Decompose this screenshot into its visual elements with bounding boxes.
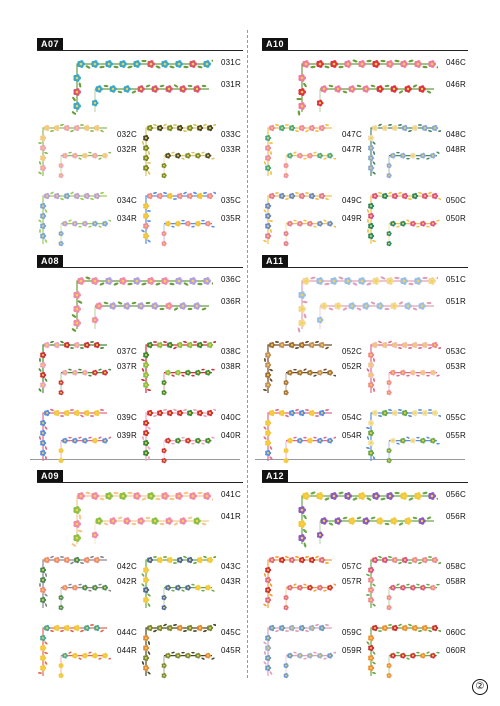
design-code-repeat: 056R <box>446 512 466 521</box>
design-code-corner: 037C <box>117 347 137 356</box>
border-ornament-icon <box>365 122 441 180</box>
section-a08 <box>37 255 243 465</box>
border-ornament-icon <box>37 190 111 248</box>
border-design-tile <box>140 622 216 680</box>
design-code-repeat: 032R <box>117 145 137 154</box>
design-code-corner: 046C <box>446 58 466 67</box>
border-design-tile <box>140 554 216 612</box>
border-ornament-icon <box>262 622 336 680</box>
design-code-corner: 049C <box>342 196 362 205</box>
section-header <box>37 38 243 51</box>
border-ornament-icon <box>140 407 216 465</box>
design-code-corner: 057C <box>342 562 362 571</box>
border-ornament-icon <box>292 488 438 548</box>
design-code-corner: 044C <box>117 628 137 637</box>
design-code-corner: 056C <box>446 490 466 499</box>
design-code-repeat: 034R <box>117 214 137 223</box>
design-code-corner: 050C <box>446 196 466 205</box>
design-code-repeat: 033R <box>221 145 241 154</box>
border-design-tile <box>140 407 216 465</box>
design-code-repeat: 054R <box>342 431 362 440</box>
border-ornament-icon <box>140 554 216 612</box>
section-header <box>37 255 243 268</box>
border-ornament-icon <box>37 407 111 465</box>
border-ornament-icon <box>67 488 213 548</box>
design-code-corner: 047C <box>342 130 362 139</box>
section-badge: A09 <box>37 470 63 482</box>
border-ornament-icon <box>140 622 216 680</box>
design-code-repeat: 045R <box>221 646 241 655</box>
border-ornament-icon <box>67 56 213 116</box>
design-code-repeat: 053R <box>446 362 466 371</box>
border-design-tile <box>140 190 216 248</box>
design-code-corner: 031C <box>221 58 241 67</box>
design-code-corner: 055C <box>446 413 466 422</box>
design-code-corner: 032C <box>117 130 137 139</box>
border-design-tile <box>37 622 111 680</box>
design-code-repeat: 048R <box>446 145 466 154</box>
border-ornament-icon <box>140 339 216 397</box>
design-code-corner: 054C <box>342 413 362 422</box>
section-a10 <box>262 38 468 248</box>
border-design-tile <box>262 190 336 248</box>
design-code-repeat: 046R <box>446 80 466 89</box>
design-code-corner: 045C <box>221 628 241 637</box>
section-badge: A07 <box>37 38 63 50</box>
border-ornament-icon <box>262 554 336 612</box>
border-design-tile <box>365 339 441 397</box>
design-code-corner: 034C <box>117 196 137 205</box>
border-ornament-icon <box>365 190 441 248</box>
design-code-repeat: 038R <box>221 362 241 371</box>
design-code-corner: 043C <box>221 562 241 571</box>
border-design-tile <box>262 554 336 612</box>
section-a07 <box>37 38 243 248</box>
design-code-repeat: 047R <box>342 145 362 154</box>
border-design-tile <box>37 122 111 180</box>
border-design-tile <box>140 339 216 397</box>
border-ornament-icon <box>67 273 213 333</box>
border-design-tile <box>292 56 438 116</box>
design-code-corner: 036C <box>221 275 241 284</box>
border-ornament-icon <box>262 407 336 465</box>
design-code-repeat: 037R <box>117 362 137 371</box>
design-code-repeat: 039R <box>117 431 137 440</box>
design-code-corner: 051C <box>446 275 466 284</box>
design-code-repeat: 059R <box>342 646 362 655</box>
design-code-repeat: 041R <box>221 512 241 521</box>
border-ornament-icon <box>262 339 336 397</box>
border-ornament-icon <box>37 339 111 397</box>
design-code-corner: 035C <box>221 196 241 205</box>
section-a11 <box>262 255 468 465</box>
section-badge: A11 <box>262 255 288 267</box>
design-code-repeat: 050R <box>446 214 466 223</box>
border-ornament-icon <box>365 407 441 465</box>
border-design-tile <box>365 554 441 612</box>
design-code-repeat: 049R <box>342 214 362 223</box>
border-ornament-icon <box>365 622 441 680</box>
border-ornament-icon <box>37 622 111 680</box>
border-design-tile <box>262 339 336 397</box>
section-badge: A12 <box>262 470 288 482</box>
border-design-tile <box>37 190 111 248</box>
design-code-repeat: 036R <box>221 297 241 306</box>
design-code-repeat: 040R <box>221 431 241 440</box>
design-code-corner: 042C <box>117 562 137 571</box>
design-code-corner: 048C <box>446 130 466 139</box>
section-badge: A08 <box>37 255 63 267</box>
design-code-repeat: 060R <box>446 646 466 655</box>
section-header <box>262 470 468 483</box>
border-design-tile <box>67 273 213 333</box>
border-ornament-icon <box>262 122 336 180</box>
design-code-corner: 041C <box>221 490 241 499</box>
design-code-repeat: 057R <box>342 577 362 586</box>
section-badge: A10 <box>262 38 288 50</box>
border-design-tile <box>262 407 336 465</box>
border-design-tile <box>140 122 216 180</box>
design-code-repeat: 043R <box>221 577 241 586</box>
design-code-repeat: 044R <box>117 646 137 655</box>
section-header <box>262 255 468 268</box>
border-ornament-icon <box>365 554 441 612</box>
design-code-repeat: 042R <box>117 577 137 586</box>
design-code-corner: 058C <box>446 562 466 571</box>
border-ornament-icon <box>37 122 111 180</box>
design-code-repeat: 035R <box>221 214 241 223</box>
border-ornament-icon <box>140 190 216 248</box>
design-code-corner: 039C <box>117 413 137 422</box>
design-code-corner: 060C <box>446 628 466 637</box>
design-code-corner: 053C <box>446 347 466 356</box>
border-ornament-icon <box>365 339 441 397</box>
border-design-tile <box>292 488 438 548</box>
border-design-tile <box>365 122 441 180</box>
section-header <box>37 470 243 483</box>
border-design-tile <box>37 339 111 397</box>
design-code-repeat: 058R <box>446 577 466 586</box>
design-code-repeat: 031R <box>221 80 241 89</box>
design-code-corner: 038C <box>221 347 241 356</box>
border-design-tile <box>365 622 441 680</box>
design-code-repeat: 055R <box>446 431 466 440</box>
border-design-tile <box>292 273 438 333</box>
border-design-tile <box>262 122 336 180</box>
section-a12 <box>262 470 468 680</box>
design-code-corner: 052C <box>342 347 362 356</box>
border-design-tile <box>67 488 213 548</box>
design-code-corner: 033C <box>221 130 241 139</box>
design-code-corner: 040C <box>221 413 241 422</box>
border-design-tile <box>37 407 111 465</box>
border-design-tile <box>37 554 111 612</box>
border-design-tile <box>365 407 441 465</box>
border-ornament-icon <box>292 273 438 333</box>
page-number: ② <box>472 679 488 695</box>
section-header <box>262 38 468 51</box>
section-a09 <box>37 470 243 680</box>
design-code-repeat: 052R <box>342 362 362 371</box>
border-ornament-icon <box>140 122 216 180</box>
column-divider <box>247 30 248 678</box>
border-ornament-icon <box>37 554 111 612</box>
border-design-tile <box>365 190 441 248</box>
design-code-corner: 059C <box>342 628 362 637</box>
border-ornament-icon <box>262 190 336 248</box>
border-design-tile <box>262 622 336 680</box>
design-code-repeat: 051R <box>446 297 466 306</box>
border-design-tile <box>67 56 213 116</box>
border-ornament-icon <box>292 56 438 116</box>
